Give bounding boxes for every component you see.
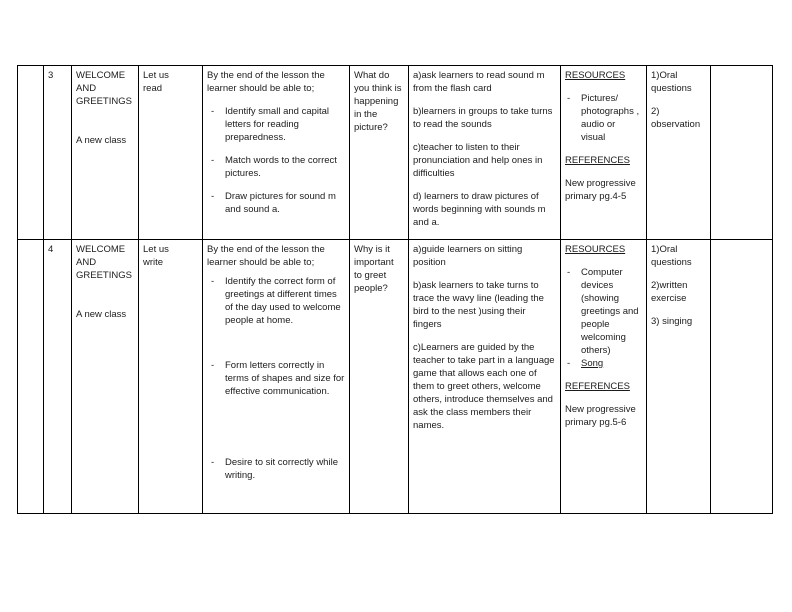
experience-item: c)Learners are guided by the teacher to take part in a language game that allows each one of them to greet others, welcome others, introduce themselves and ask the class members their names. xyxy=(413,342,555,431)
reference-text: New progressive primary pg.4-5 xyxy=(565,178,636,202)
empty-cell xyxy=(711,240,773,514)
week-cell xyxy=(18,66,44,240)
assessment-item: 1)Oral questions xyxy=(651,70,692,94)
inquiry-question: Why is it important to greet people? xyxy=(354,244,394,294)
objectives-cell xyxy=(203,240,350,514)
strand-title: WELCOME AND GREETINGS xyxy=(76,244,132,281)
substrand-cell xyxy=(139,240,203,514)
experience-item: d) learners to draw pictures of words beginning with sounds m and a. xyxy=(413,191,546,228)
objectives-intro: By the end of the lesson the learner should be able to; xyxy=(207,244,325,268)
objective-item: - Form letters correctly in terms of shapes and size for effective communication. xyxy=(207,359,345,398)
strand-title: WELCOME AND GREETINGS xyxy=(76,70,132,107)
empty-cell xyxy=(711,66,773,240)
experience-item: b)ask learners to take turns to trace the wavy line (leading the bird to the nest )using their fingers xyxy=(413,280,544,330)
experiences-cell xyxy=(409,66,561,240)
references-heading: REFERENCES xyxy=(565,381,630,392)
assessment-cell xyxy=(647,240,711,514)
resources-cell xyxy=(561,240,647,514)
resource-item: - Pictures/ photographs , audio or visual xyxy=(565,92,642,144)
objective-item: - Identify small and capital letters for reading preparedness. xyxy=(207,105,345,144)
inquiry-question-cell xyxy=(350,66,409,240)
resources-heading: RESOURCES xyxy=(565,244,626,255)
objective-item: - Desire to sit correctly while writing. xyxy=(207,456,345,482)
objective-item: - Draw pictures for sound m and sound a. xyxy=(207,190,345,216)
lesson-number: 3 xyxy=(48,70,54,81)
substrand-title: Let us write xyxy=(143,244,169,268)
references-heading: REFERENCES xyxy=(565,155,630,166)
assessment-item: 3) singing xyxy=(651,316,693,327)
objective-item: - Match words to the correct pictures. xyxy=(207,154,345,180)
experience-item: b)learners in groups to take turns to read the sounds xyxy=(413,106,553,130)
objective-item: - Identify the correct form of greetings at different times of the day used to welcome people at home. xyxy=(207,275,345,327)
lesson-plan-table xyxy=(17,65,773,514)
assessment-item: 2)written exercise xyxy=(651,280,688,304)
experience-item: a)guide learners on sitting position xyxy=(413,244,523,268)
topic-cell xyxy=(72,66,139,240)
experiences-cell xyxy=(409,240,561,514)
resource-item: - Computer devices (showing greetings and people welcoming others) xyxy=(565,266,642,357)
assessment-item: 1)Oral questions xyxy=(651,244,692,268)
week-cell xyxy=(18,240,44,514)
strand-note: A new class xyxy=(76,135,127,146)
experience-item: c)teacher to listen to their pronunciation and help ones in difficulties xyxy=(413,142,543,179)
strand-note: A new class xyxy=(76,309,127,320)
lesson-row-3 xyxy=(18,66,773,240)
substrand-title: Let us read xyxy=(143,70,169,94)
lesson-row-4 xyxy=(18,240,773,514)
lesson-number-cell xyxy=(44,240,72,514)
assessment-cell xyxy=(647,66,711,240)
topic-cell xyxy=(72,240,139,514)
substrand-cell xyxy=(139,66,203,240)
objectives-cell xyxy=(203,66,350,240)
resources-heading: RESOURCES xyxy=(565,70,626,81)
assessment-item: 2) observation xyxy=(651,106,701,130)
experience-item: a)ask learners to read sound m from the flash card xyxy=(413,70,545,94)
lesson-number: 4 xyxy=(48,244,54,255)
inquiry-question: What do you think is happening in the picture? xyxy=(354,70,402,133)
inquiry-question-cell xyxy=(350,240,409,514)
reference-text: New progressive primary pg.5-6 xyxy=(565,404,636,428)
resource-item-song: - Song xyxy=(565,357,642,370)
objectives-intro: By the end of the lesson the learner should be able to; xyxy=(207,70,325,94)
lesson-number-cell xyxy=(44,66,72,240)
resources-cell xyxy=(561,66,647,240)
